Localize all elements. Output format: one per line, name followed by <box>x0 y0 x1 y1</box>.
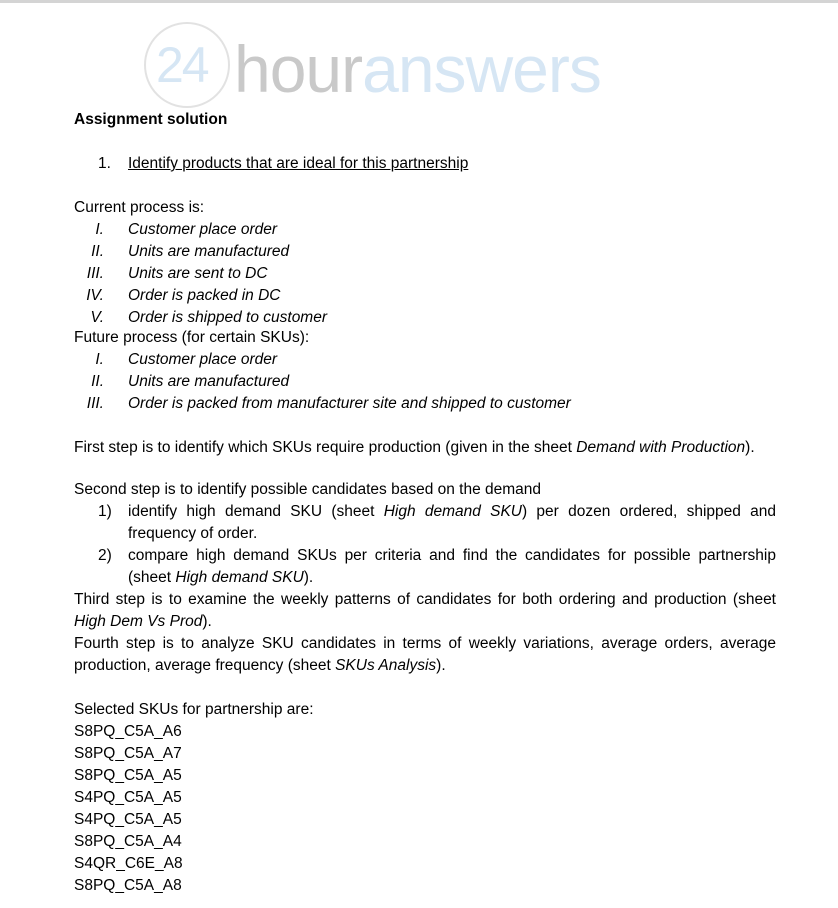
sku-item: S4PQ_C5A_A5 <box>74 811 182 828</box>
list-number: I. <box>95 221 104 238</box>
top-border <box>0 0 838 3</box>
sku-item: S8PQ_C5A_A4 <box>74 833 182 850</box>
list-number: IV. <box>86 287 104 304</box>
list-item: identify high demand SKU (sheet High demand SKU) per dozen ordered, shipped and frequency of order. <box>128 503 777 542</box>
list-number: 1. <box>98 155 111 172</box>
list-item: Units are manufactured <box>128 373 290 390</box>
section-heading: Identify products that are ideal for this partnership <box>128 155 469 172</box>
list-number: II. <box>91 373 104 390</box>
list-number: II. <box>91 243 104 260</box>
list-item: Order is packed from manufacturer site and shipped to customer <box>128 395 571 412</box>
sku-item: S4PQ_C5A_A5 <box>74 789 182 806</box>
logo <box>144 22 704 106</box>
sku-item: S8PQ_C5A_A8 <box>74 877 182 894</box>
selected-skus-title: Selected SKUs for partnership are: <box>74 701 314 718</box>
list-number: 1) <box>98 503 112 520</box>
future-process-title: Future process (for certain SKUs): <box>74 329 310 346</box>
list-item: Order is packed in DC <box>128 287 281 304</box>
list-item: Units are sent to DC <box>128 265 268 282</box>
logo-word: houranswers <box>234 32 601 106</box>
list-number: III. <box>86 265 104 282</box>
paragraph-first-step: First step is to identify which SKUs require production (given in the sheet Demand with Production). <box>74 439 755 456</box>
list-number: V. <box>90 309 104 326</box>
list-number: III. <box>86 395 104 412</box>
list-item: Order is shipped to customer <box>128 309 328 326</box>
list-item: Units are manufactured <box>128 243 290 260</box>
paragraph-third-step: Third step is to examine the weekly patterns of candidates for both ordering and production (sheet High Dem Vs Prod). <box>74 591 776 630</box>
list-number: 2) <box>98 547 112 564</box>
sku-item: S8PQ_C5A_A6 <box>74 723 182 740</box>
page-title: Assignment solution <box>74 111 228 128</box>
sku-item: S4QR_C6E_A8 <box>74 855 183 872</box>
paragraph-second-step: Second step is to identify possible candidates based on the demand <box>74 481 542 498</box>
sku-item: S8PQ_C5A_A7 <box>74 745 182 762</box>
list-item: compare high demand SKUs per criteria and find the candidates for possible partnership (sheet High demand SKU). <box>128 547 776 586</box>
logo-number: 24 <box>156 37 208 93</box>
current-process-title: Current process is: <box>74 199 205 216</box>
list-item: Customer place order <box>128 351 278 368</box>
sku-item: S8PQ_C5A_A5 <box>74 767 182 784</box>
paragraph-fourth-step: Fourth step is to analyze SKU candidates in terms of weekly variations, average orders, average production, average frequency (sheet SKUs Analysis). <box>74 635 776 674</box>
list-number: I. <box>95 351 104 368</box>
list-item: Customer place order <box>128 221 278 238</box>
